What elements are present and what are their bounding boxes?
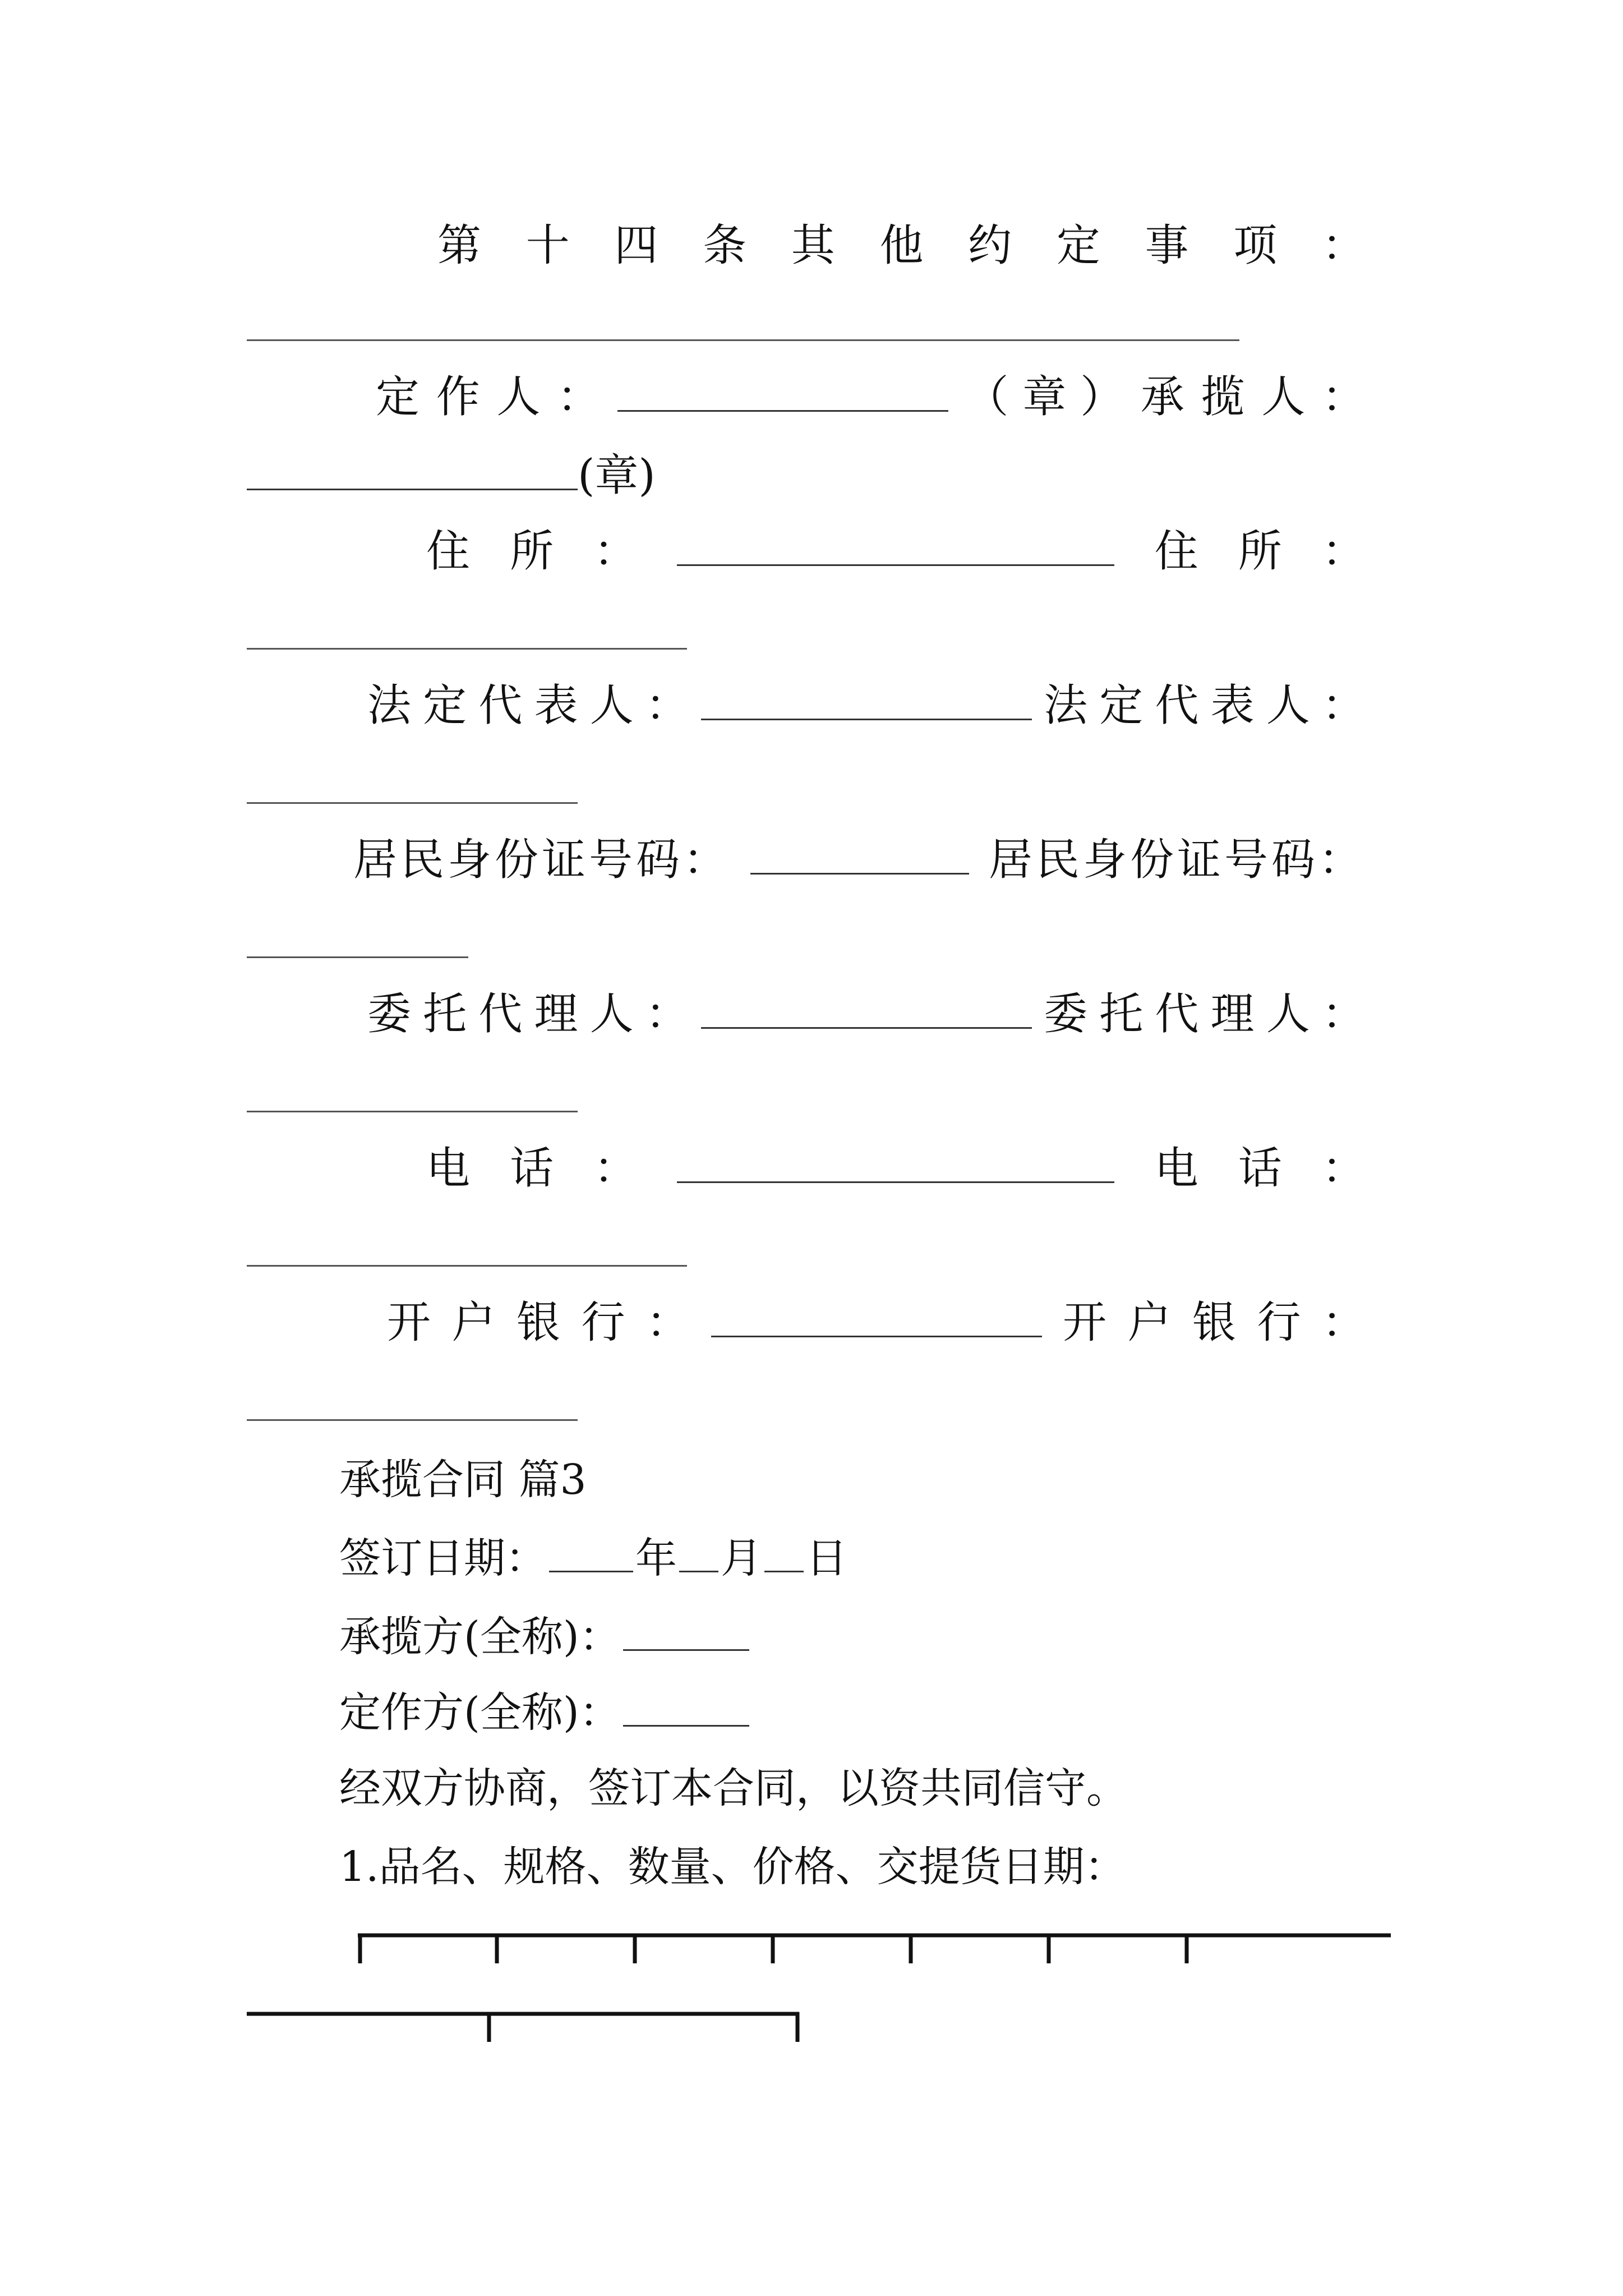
- phone-char: ：: [1321, 1143, 1366, 1194]
- legal-rep-char: 代: [478, 680, 523, 731]
- bank-char: 开: [1062, 1297, 1106, 1348]
- article-14-char: 事: [1145, 220, 1189, 271]
- contract3-title: 承揽合同 篇3: [339, 1456, 587, 1504]
- phone-char: 电: [426, 1143, 471, 1194]
- article-14-char: 条: [703, 220, 747, 271]
- article-14-char: 他: [879, 220, 924, 271]
- legal-rep-char: 人: [589, 680, 634, 731]
- article-14-char: 十: [525, 220, 570, 271]
- agent-char: ：: [645, 989, 689, 1039]
- legal-rep-char: ：: [1321, 680, 1366, 731]
- preamble: 经双方协商，签订本合同，以资共同信守。: [339, 1764, 1128, 1812]
- year-label: 年: [635, 1534, 677, 1582]
- agent-char: 代: [478, 989, 523, 1039]
- legal-rep-char: 定: [1099, 680, 1144, 731]
- bank-char: ：: [1321, 1297, 1366, 1348]
- day-label: 日: [806, 1534, 847, 1582]
- bank-char: ：: [646, 1297, 690, 1348]
- article-14-char: 四: [614, 220, 658, 271]
- address-char: 住: [426, 526, 471, 577]
- bank-char: 行: [581, 1297, 625, 1348]
- dingzuoren-char: 作: [436, 372, 480, 422]
- signing-date-label: 签订日期：: [339, 1534, 547, 1582]
- agent-char: 理: [1210, 989, 1255, 1039]
- id-number-label: 居民身份证号码：: [988, 835, 1366, 885]
- article-14-char: 其: [791, 220, 835, 271]
- seal-mark: (章): [578, 450, 656, 501]
- chenglanren-char: 人: [1261, 372, 1306, 422]
- phone-char: ：: [593, 1143, 638, 1194]
- agent-char: 理: [534, 989, 578, 1039]
- dingzuoren-char: ：: [557, 372, 601, 422]
- dingzuoren-char: 人: [496, 372, 541, 422]
- article-14-char: 约: [968, 220, 1012, 271]
- bank-char: 行: [1257, 1297, 1301, 1348]
- agent-char: 委: [1044, 989, 1088, 1039]
- legal-rep-char: ：: [645, 680, 689, 731]
- month-label: 月: [721, 1534, 762, 1582]
- phone-char: 话: [510, 1143, 554, 1194]
- article-14-char: 定: [1056, 220, 1100, 271]
- address-char: 所: [510, 526, 554, 577]
- bank-char: 开: [387, 1297, 431, 1348]
- seal-mark: （ 章 ）: [965, 372, 1124, 422]
- article-14-char: 项: [1233, 220, 1278, 271]
- legal-rep-char: 法: [367, 680, 412, 731]
- legal-rep-char: 法: [1044, 680, 1088, 731]
- ordering-party-label: 定作方(全称)：: [339, 1688, 621, 1737]
- agent-char: ：: [1321, 989, 1366, 1039]
- legal-rep-char: 人: [1266, 680, 1310, 731]
- chenglanren-char: 揽: [1201, 372, 1245, 422]
- agent-char: 人: [1266, 989, 1310, 1039]
- agent-char: 代: [1155, 989, 1199, 1039]
- address-char: 住: [1154, 526, 1198, 577]
- chenglanren-char: ：: [1321, 372, 1366, 422]
- agent-char: 托: [1099, 989, 1144, 1039]
- agent-char: 托: [423, 989, 467, 1039]
- bank-char: 户: [451, 1297, 496, 1348]
- legal-rep-char: 定: [423, 680, 467, 731]
- article-14-char: ：: [1321, 220, 1366, 271]
- address-char: 所: [1238, 526, 1282, 577]
- address-char: ：: [593, 526, 638, 577]
- bank-char: 户: [1127, 1297, 1172, 1348]
- phone-char: 电: [1154, 1143, 1198, 1194]
- legal-rep-char: 表: [534, 680, 578, 731]
- agent-char: 人: [589, 989, 634, 1039]
- legal-rep-char: 表: [1210, 680, 1255, 731]
- chenglanren-char: 承: [1140, 372, 1184, 422]
- phone-char: 话: [1238, 1143, 1282, 1194]
- bank-char: 银: [1192, 1297, 1236, 1348]
- bank-char: 银: [517, 1297, 561, 1348]
- article-14-char: 第: [437, 220, 482, 271]
- address-char: ：: [1321, 526, 1366, 577]
- agent-char: 委: [367, 989, 412, 1039]
- dingzuoren-char: 定: [376, 372, 420, 422]
- id-number-label: 居民身份证号码：: [353, 835, 731, 885]
- contractor-label: 承揽方(全称)：: [339, 1613, 621, 1661]
- legal-rep-char: 代: [1155, 680, 1199, 731]
- item-1: 1.品名、规格、数量、价格、交提货日期：: [339, 1843, 1126, 1891]
